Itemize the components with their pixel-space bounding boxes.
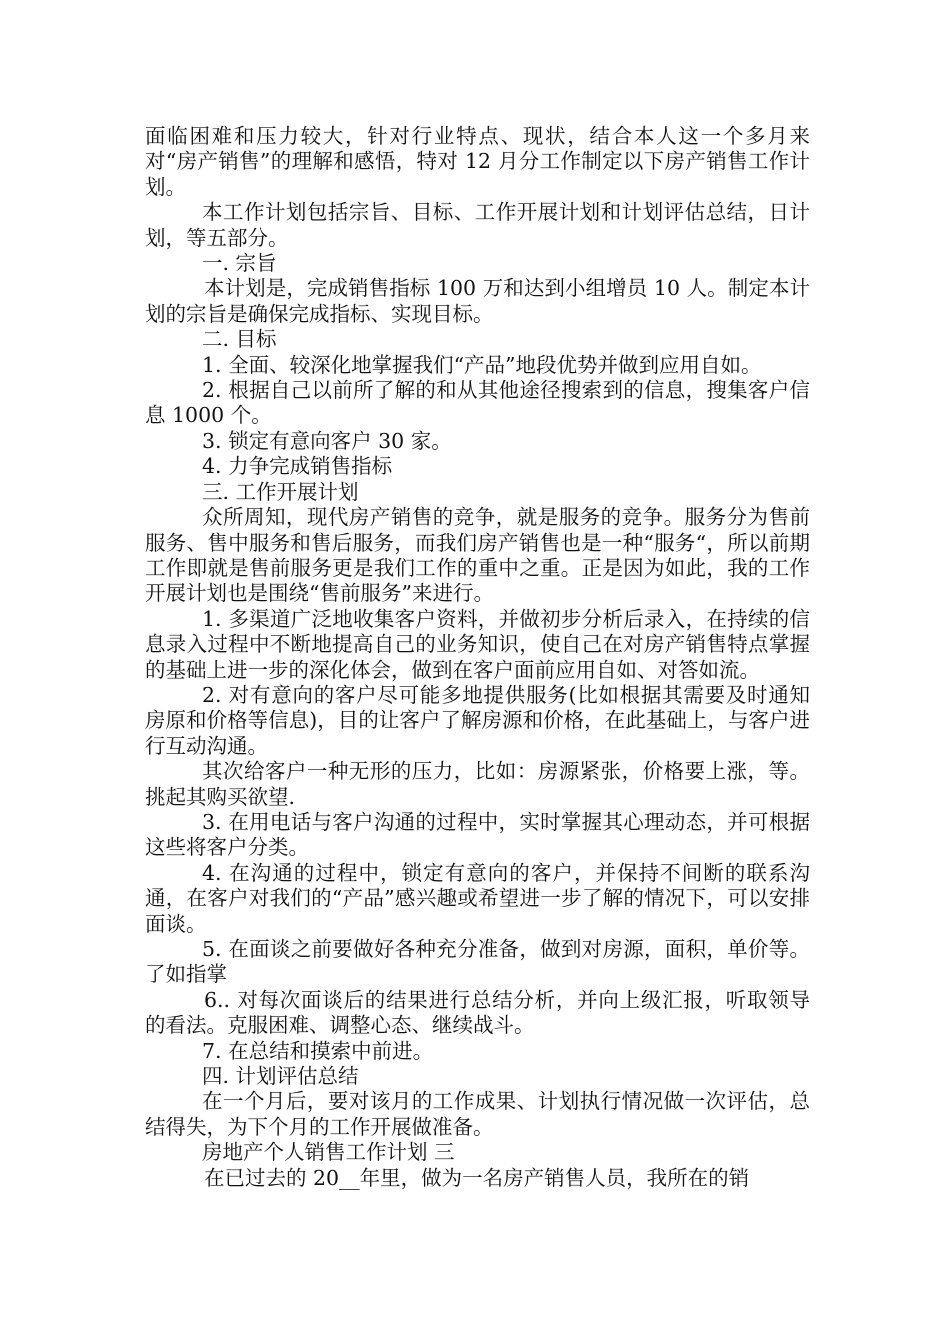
goal-item-1: 1. 全面、较深化地掌握我们“产品”地段优势并做到应用自如。 — [202, 352, 762, 377]
work-plan-item-6: 6.. 对每次面谈后的结果进行总结分析，并向上级汇报，听取领导的看法。克服困难、调整心态、继续战斗。 — [145, 987, 810, 1038]
work-plan-item-4: 4. 在沟通的过程中，锁定有意向的客户，并保持不间断的联系沟通，在客户对我们的“产品”感兴趣或希望进一步了解的情况下，可以安排面谈。 — [145, 860, 810, 936]
section-heading-work-plan: 三. 工作开展计划 — [202, 479, 359, 504]
goal-item-3: 3. 锁定有意向客户 30 家。 — [202, 428, 452, 453]
paragraph-intro: 面临困难和压力较大，针对行业特点、现状，结合本人这一个多月来对“房产销售”的理解和感悟，特对 12 月分工作制定以下房产销售工作计划。 — [145, 124, 810, 199]
goal-item-4: 4. 力争完成销售指标 — [202, 454, 393, 479]
section-heading-plan-three: 房地产个人销售工作计划 三 — [202, 1140, 455, 1165]
work-plan-item-3: 3. 在用电话与客户沟通的过程中，实时掌握其心理动态，并可根据这些将客户分类。 — [145, 809, 810, 860]
paragraph-plan-overview: 本工作计划包括宗旨、目标、工作开展计划和计划评估总结，日计划，等五部分。 — [145, 200, 810, 250]
work-plan-item-5: 5. 在面谈之前要做好各种充分准备，做到对房源，面积，单价等。了如指掌 — [145, 937, 810, 987]
goal-item-2: 2. 根据自己以前所了解的和从其他途径搜索到的信息，搜集客户信息 1000 个。 — [145, 378, 810, 428]
work-plan-item-1: 1. 多渠道广泛地收集客户资料，并做初步分析后录入，在持续的信息录入过程中不断地提高自己的业务知识，使自己在对房产销售特点掌握的基础上进一步的深化体会，做到在客户面前应用自如、对答如流。 — [145, 606, 810, 682]
work-plan-item-7: 7. 在总结和摸索中前进。 — [202, 1038, 434, 1063]
paragraph-plan-three-start: 在已过去的 20__年里，做为一名房产销售人员，我所在的销 — [204, 1165, 750, 1190]
document-page — [145, 124, 810, 1191]
section-heading-evaluation: 四. 计划评估总结 — [202, 1064, 359, 1089]
paragraph-pressure: 其次给客户一种无形的压力，比如：房源紧张，价格要上涨，等。挑起其购买欲望. — [145, 759, 810, 809]
work-plan-item-2: 2. 对有意向的客户尽可能多地提供服务(比如根据其需要及时通知房原和价格等信息)，目的让客户了解房源和价格，在此基础上，与客户进行互动沟通。 — [145, 682, 810, 758]
paragraph-purpose: 本计划是，完成销售指标 100 万和达到小组增员 10 人。制定本计划的宗旨是确保完成指标、实现目标。 — [145, 276, 810, 326]
section-heading-purpose: 一. 宗旨 — [202, 251, 277, 276]
paragraph-work-plan-intro: 众所周知，现代房产销售的竞争，就是服务的竞争。服务分为售前服务、售中服务和售后服务，而我们房产销售也是一种“服务“，所以前期工作即就是售前服务更是我们工作的重中之重。正是因为如此，我的工作开展计划也是围绕“售前服务”来进行。 — [145, 505, 810, 606]
paragraph-evaluation: 在一个月后，要对该月的工作成果、计划执行情况做一次评估，总结得失，为下个月的工作开展做准备。 — [145, 1089, 810, 1139]
section-heading-goals: 二. 目标 — [202, 327, 277, 352]
